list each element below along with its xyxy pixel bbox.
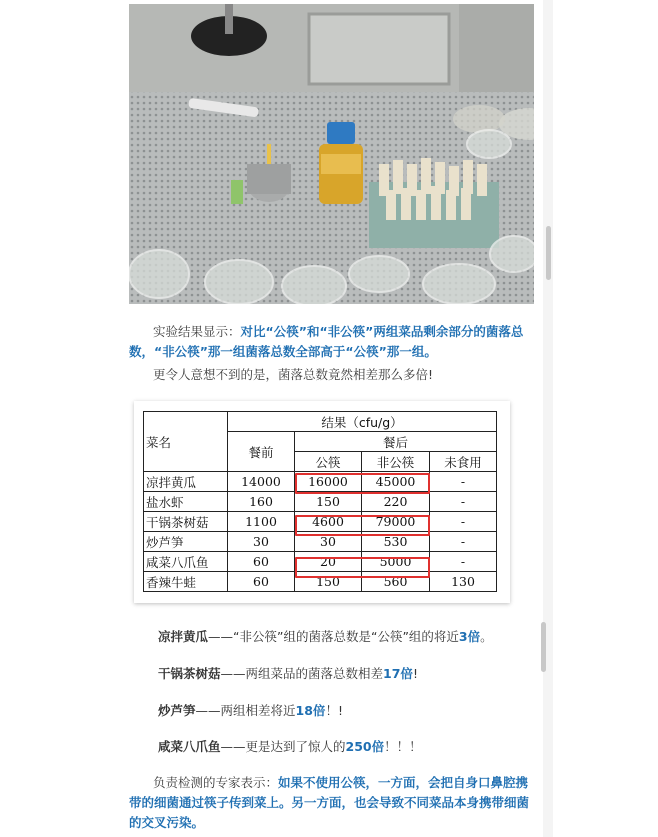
cell-wei: - — [430, 472, 497, 492]
expert-paragraph — [129, 773, 534, 833]
note-dish: 干锅茶树菇 — [158, 666, 221, 681]
cell-before: 1100 — [228, 512, 295, 532]
note-end: ！! — [325, 703, 343, 718]
cell-wei: 130 — [430, 572, 497, 592]
cell-gong: 150 — [295, 492, 362, 512]
dish-name: 凉拌黄瓜 — [144, 472, 228, 492]
cell-gong: 150 — [295, 572, 362, 592]
col-name-header: 菜名 — [144, 412, 228, 472]
highlight-box-row1 — [295, 473, 430, 494]
dish-name: 咸菜八爪鱼 — [144, 552, 228, 572]
after-header: 餐后 — [295, 432, 497, 452]
cell-before: 30 — [228, 532, 295, 552]
cell-before: 14000 — [228, 472, 295, 492]
dish-name: 炒芦笋 — [144, 532, 228, 552]
note-cucumber — [158, 627, 493, 645]
cell-before: 60 — [228, 572, 295, 592]
dish-name: 干锅茶树菇 — [144, 512, 228, 532]
before-header: 餐前 — [228, 432, 295, 472]
sub-header: 非公筷 — [362, 452, 430, 472]
highlight-box-row5 — [295, 557, 430, 578]
cell-wei: - — [430, 552, 497, 572]
cell-gong: 16000 — [295, 472, 362, 492]
note-text: ——“非公筷”组的菌落总数是“公筷”组的将近 — [208, 629, 459, 644]
note-end: ！！！ — [384, 739, 422, 754]
note-mushroom — [158, 664, 418, 682]
note-end: 。 — [480, 629, 493, 644]
cell-fei: 5000 — [362, 552, 430, 572]
intro-prefix: 实验结果显示： — [153, 324, 241, 339]
note-text: ——两组相差将近 — [195, 703, 296, 718]
note-end: ! — [412, 666, 418, 681]
note-dish: 咸菜八爪鱼 — [158, 739, 221, 754]
cell-fei: 45000 — [362, 472, 430, 492]
cell-fei: 220 — [362, 492, 430, 512]
expert-highlight: 如果不使用公筷，一方面，会把自身口鼻腔携带的细菌通过筷子传到菜上。另一方面，也会导致不同菜品本身携带细菌的交叉污染。 — [129, 775, 530, 830]
note-num: 3倍 — [458, 629, 481, 644]
cell-wei: - — [430, 492, 497, 512]
dish-name: 盐水虾 — [144, 492, 228, 512]
scrollbar-thumb-lower[interactable] — [541, 622, 546, 672]
highlight-box-row3 — [295, 515, 430, 536]
note-text: ——更是达到了惊人的 — [220, 739, 346, 754]
intro-highlight: 对比“公筷”和“非公筷”两组菜品剩余部分的菌落总数，“非公筷”那一组菌落总数全部高于“公筷”那一组。 — [129, 324, 524, 359]
note-num: 250倍 — [345, 739, 385, 754]
table-row — [144, 492, 497, 512]
cell-gong: 4600 — [295, 512, 362, 532]
cell-fei: 79000 — [362, 512, 430, 532]
cell-wei: - — [430, 532, 497, 552]
note-num: 17倍 — [383, 666, 413, 681]
sub-header: 未食用 — [430, 452, 497, 472]
result-header: 结果（cfu/g） — [228, 412, 497, 432]
note-text: ——两组菜品的菌落总数相差 — [220, 666, 384, 681]
results-table-image — [134, 401, 510, 603]
lab-photo — [129, 4, 534, 304]
cell-fei: 560 — [362, 572, 430, 592]
note-octopus — [158, 737, 422, 755]
dish-name: 香辣牛蛙 — [144, 572, 228, 592]
cell-fei: 530 — [362, 532, 430, 552]
cell-before: 60 — [228, 552, 295, 572]
cell-wei: - — [430, 512, 497, 532]
cell-gong: 30 — [295, 532, 362, 552]
note-dish: 炒芦笋 — [158, 703, 196, 718]
scrollbar-thumb[interactable] — [546, 226, 551, 280]
note-asparagus — [158, 701, 343, 719]
intro-paragraph — [129, 322, 534, 362]
surprise-text: 更令人意想不到的是，菌落总数竟然相差那么多倍! — [153, 367, 434, 382]
expert-prefix: 负责检测的专家表示： — [153, 775, 279, 790]
note-num: 18倍 — [295, 703, 326, 718]
cell-gong: 20 — [295, 552, 362, 572]
cell-before: 160 — [228, 492, 295, 512]
surprise-paragraph — [129, 365, 534, 385]
sub-header: 公筷 — [295, 452, 362, 472]
note-dish: 凉拌黄瓜 — [158, 629, 209, 644]
scrollbar-track[interactable] — [543, 0, 553, 837]
